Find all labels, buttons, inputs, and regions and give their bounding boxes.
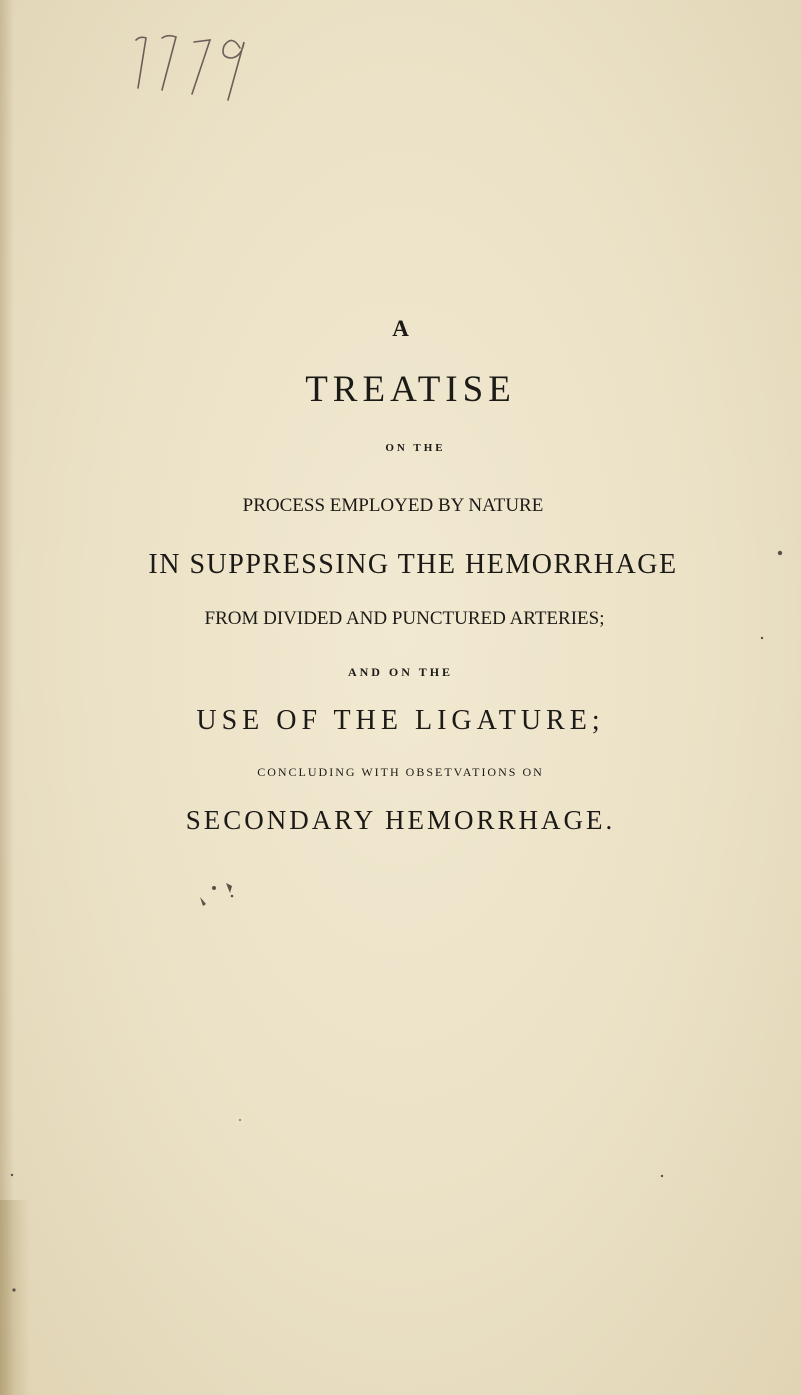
- connector-and-on-the: AND ON THE: [347, 665, 454, 679]
- subtitle-line-3: FROM DIVIDED AND PUNCTURED ARTERIES;: [204, 608, 605, 629]
- connector-on-the: ON THE: [385, 442, 446, 454]
- subtitle-line-1: PROCESS EMPLOYED BY NATURE: [242, 495, 544, 516]
- page-edge-stain: [0, 1200, 30, 1395]
- handwritten-shelfmark: [132, 28, 272, 108]
- connector-concluding: CONCLUDING WITH OBSETVATIONS ON: [257, 765, 544, 779]
- subtitle-line-2: IN SUPPRESSING THE HEMORRHAGE: [148, 549, 678, 580]
- title-article: A: [392, 316, 409, 341]
- subtitle-line-4: USE OF THE LIGATURE;: [196, 705, 605, 736]
- page-edge-shadow: [0, 0, 14, 1395]
- subtitle-line-5: SECONDARY HEMORRHAGE.: [185, 805, 616, 835]
- main-title: TREATISE: [305, 369, 516, 410]
